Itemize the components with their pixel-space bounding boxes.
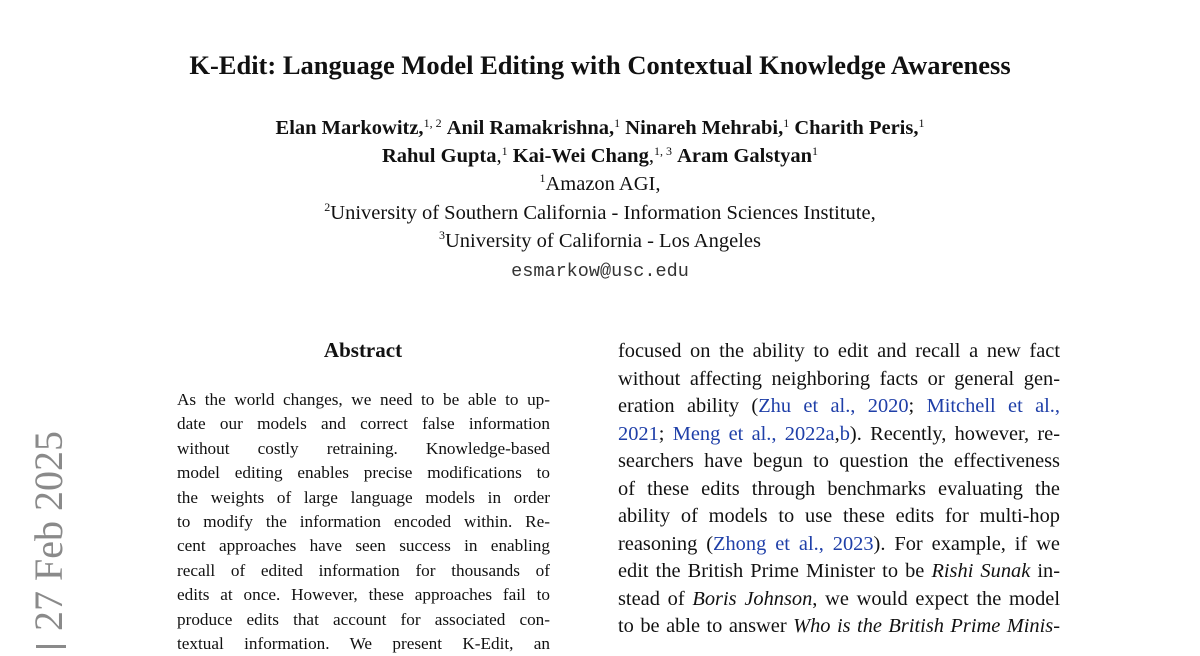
body-text: without affecting neighboring facts or general gen-	[618, 367, 1060, 390]
author-affiliation-mark: 1	[918, 116, 925, 130]
body-text: ,	[834, 422, 840, 445]
author-list	[0, 114, 1200, 170]
author-name: Charith Peris,	[794, 117, 919, 139]
author-row-2	[0, 142, 1200, 170]
body-text: , we would expect the model	[812, 587, 1060, 610]
emphasized-text: Rishi Sunak	[931, 560, 1031, 582]
affiliation-mark: 1	[539, 171, 546, 185]
arxiv-date-stamp	[27, 431, 71, 648]
author-affiliation-mark: 1	[501, 144, 508, 158]
abstract-body	[177, 388, 550, 656]
affiliation-text: University of California - Los Angeles	[445, 230, 761, 252]
affiliation-line	[0, 199, 1200, 228]
emphasized-text: Who is the British Prime Minis-	[793, 615, 1060, 637]
body-line	[618, 613, 1060, 641]
abstract-line: the weights of large language models in order	[177, 487, 550, 507]
citation-link[interactable]: Mitchell et al.,	[926, 395, 1061, 417]
paper-title: K-Edit: Language Model Editing with Contextual Knowledge Awareness	[189, 50, 1011, 80]
body-line	[618, 586, 1060, 614]
author-name: Anil Ramakrishna,	[446, 117, 615, 139]
author-separator: ,	[648, 145, 654, 167]
affiliation-text: University of Southern California - Information Sciences Institute,	[330, 201, 876, 224]
body-line	[618, 558, 1060, 586]
body-text: edit the British Prime Minister to be	[618, 560, 932, 582]
author-affiliation-mark: 1	[783, 116, 790, 130]
body-text: ability of models to use these edits for multi-hop	[618, 505, 1060, 527]
author-affiliation-mark: 1, 3	[653, 144, 672, 158]
abstract-line: cent approaches have seen success in enabling	[177, 536, 550, 556]
citation-link[interactable]: Zhong et al., 2023	[713, 532, 874, 555]
body-text: in-	[1030, 560, 1060, 582]
author-affiliation-mark: 1	[614, 116, 621, 130]
author-name: Elan Markowitz,	[275, 117, 424, 139]
affiliation-list	[0, 170, 1200, 286]
body-text: ;	[908, 395, 927, 417]
author-name: Rahul Gupta	[381, 145, 497, 167]
body-text: to be able to answer	[618, 615, 794, 637]
body-line	[618, 503, 1060, 531]
body-text: ). For example, if we	[873, 532, 1060, 555]
body-text: searchers have begun to question the effectiveness	[618, 450, 1060, 472]
stamp-date: 27 Feb 2025	[26, 431, 71, 631]
abstract-line: textual information. We present K-Edit, an	[177, 634, 550, 654]
email-line	[0, 256, 1200, 287]
affiliation-text: Amazon AGI,	[545, 173, 661, 195]
body-line	[618, 531, 1060, 559]
body-text: reasoning (	[618, 532, 714, 555]
affiliation-mark: 3	[439, 228, 445, 242]
body-text-right-column	[618, 338, 1060, 641]
abstract-line: produce edits that account for associated con-	[177, 609, 550, 629]
body-line	[618, 421, 1060, 449]
body-line	[618, 338, 1060, 366]
author-separator: ,	[496, 145, 502, 167]
abstract-heading: Abstract	[323, 338, 403, 362]
body-line	[618, 393, 1060, 421]
body-text: of these edits through benchmarks evaluating the	[618, 477, 1060, 500]
abstract-line: without costly retraining. Knowledge-based	[177, 438, 550, 458]
abstract-line: date our models and correct false information	[177, 414, 550, 434]
body-text: ;	[658, 422, 673, 445]
abstract-line: As the world changes, we need to be able to up-	[177, 390, 550, 409]
citation-link[interactable]: Meng et al., 2022a	[672, 422, 835, 445]
body-text: stead of	[618, 587, 693, 610]
body-line	[618, 476, 1060, 504]
body-line	[618, 366, 1060, 394]
citation-link[interactable]: 2021	[618, 422, 659, 445]
affiliation-mark: 2	[324, 199, 331, 214]
author-affiliation-mark: 1	[812, 144, 819, 158]
body-text: eration ability (	[618, 395, 759, 417]
citation-link[interactable]: Zhu et al., 2020	[758, 395, 909, 417]
author-row-1	[0, 114, 1200, 142]
emphasized-text: Boris Johnson	[692, 587, 813, 610]
author-name: Kai-Wei Chang	[512, 145, 649, 167]
author-email[interactable]: esmarkow@usc.edu	[511, 260, 689, 282]
author-affiliation-mark: 1, 2	[423, 116, 442, 130]
abstract-line: to modify the information encoded within. Re-	[177, 512, 550, 532]
abstract-line: edits at once. However, these approaches fail to	[177, 585, 550, 605]
affiliation-line	[0, 170, 1200, 199]
body-text: focused on the ability to edit and recall a new fact	[618, 340, 1060, 362]
author-name: Aram Galstyan	[677, 145, 813, 167]
abstract-line: recall of edited information for thousands of	[177, 560, 550, 580]
body-line	[618, 448, 1060, 476]
body-text: ). Recently, however, re-	[849, 422, 1061, 445]
abstract-line: model editing enables precise modifications to	[177, 463, 550, 483]
affiliation-line	[0, 227, 1200, 256]
citation-link[interactable]: b	[839, 422, 850, 445]
author-name: Ninareh Mehrabi,	[625, 117, 784, 139]
